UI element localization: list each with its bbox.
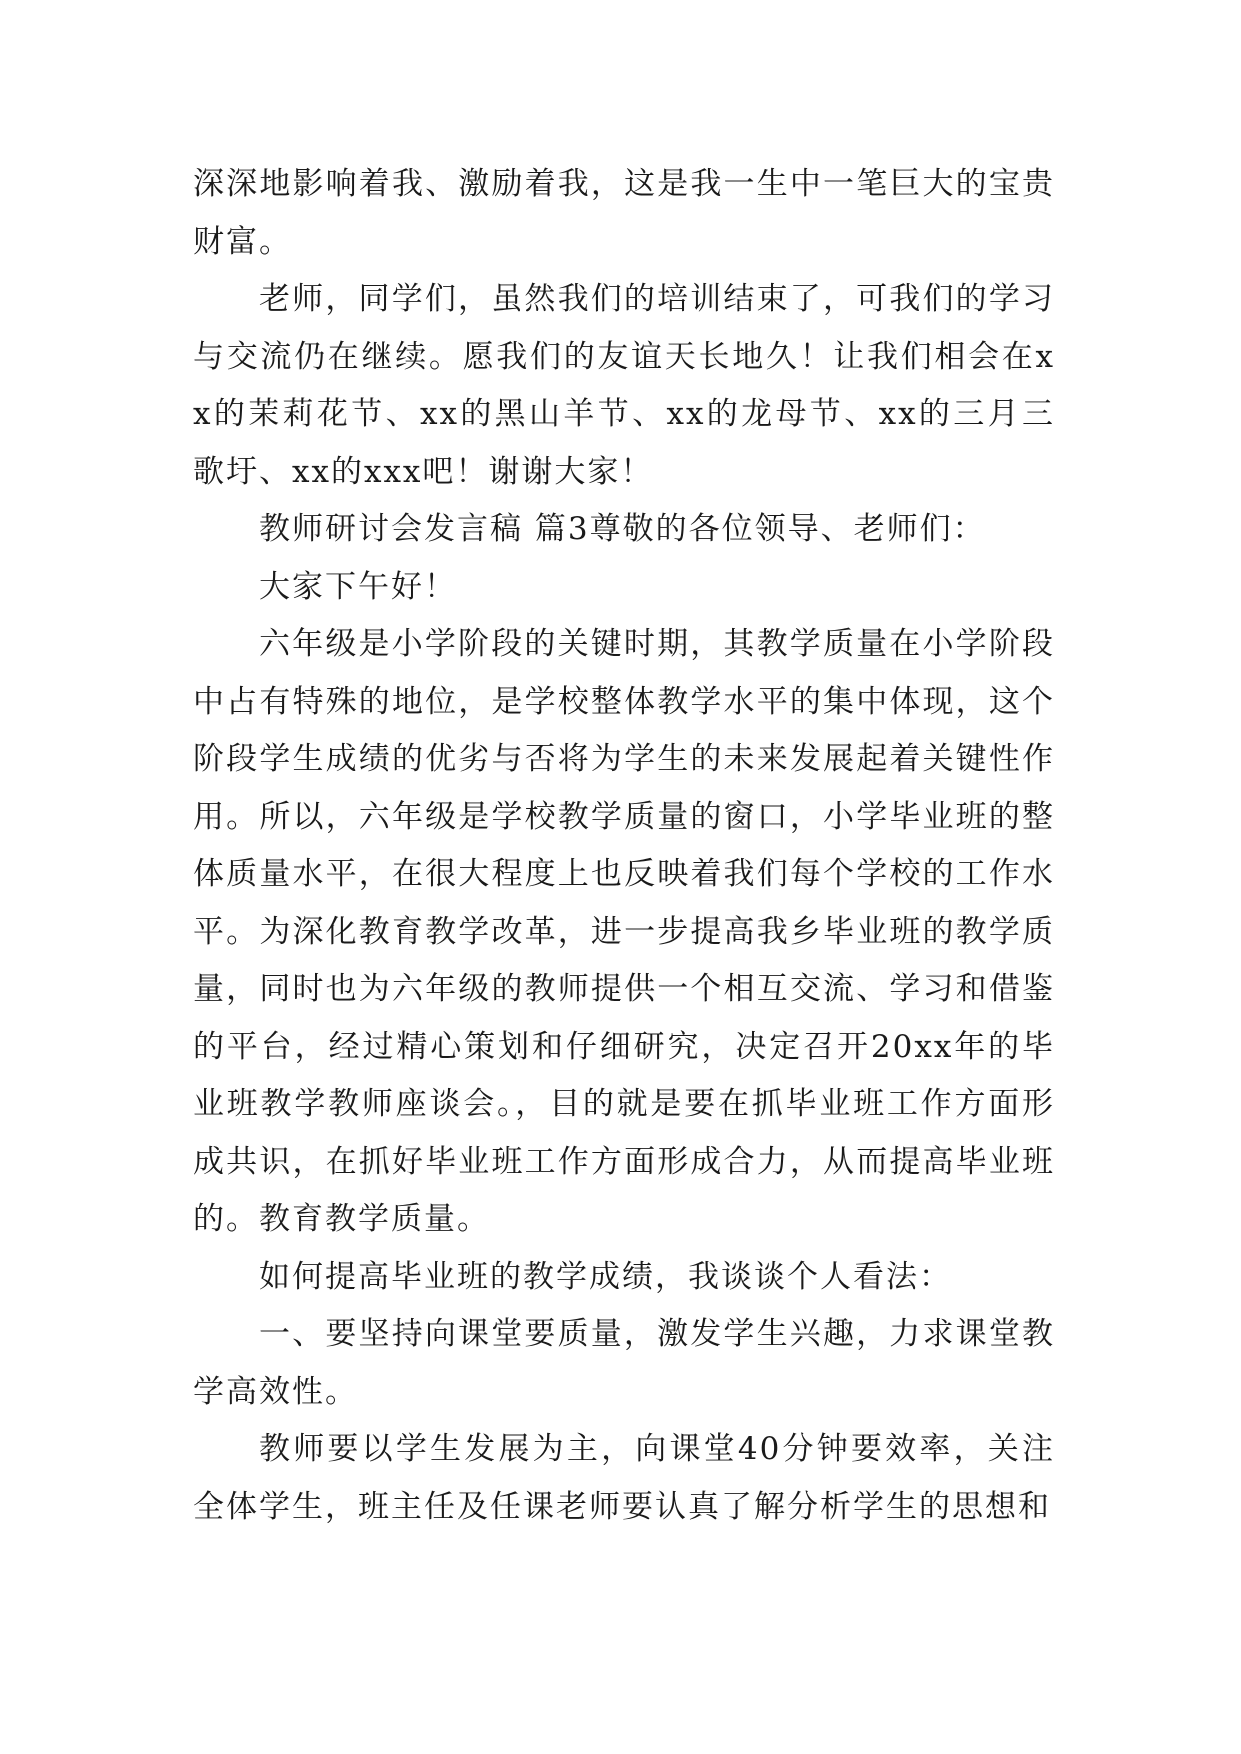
paragraph-5: 六年级是小学阶段的关键时期，其教学质量在小学阶段中占有特殊的地位，是学校整体教学水平的集中体现，这个阶段学生成绩的优劣与否将为学生的未来发展起着关键性作用。所以，六年级是学校教学质量的窗口，小学毕业班的整体质量水平，在很大程度上也反映着我们每个学校的工作水平。为深化教育教学改革，进一步提高我乡毕业班的教学质量，同时也为六年级的教师提供一个相互交流、学习和借鉴的平台，经过精心策划和仔细研究，决定召开20xx年的毕业班教学教师座谈会。，目的就是要在抓毕业班工作方面形成共识，在抓好毕业班工作方面形成合力，从而提高毕业班的。教育教学质量。 [193,626,1055,1237]
paragraph-1: 深深地影响着我、激励着我，这是我一生中一笔巨大的宝贵财富。 [193,166,1055,260]
paragraph-3-heading: 教师研讨会发言稿 篇3尊敬的各位领导、老师们： [259,511,986,547]
body-text [193,156,1055,1536]
paragraph-7: 一、要坚持向课堂要质量，激发学生兴趣，力求课堂教学高效性。 [193,1316,1055,1410]
paragraph-6: 如何提高毕业班的教学成绩，我谈谈个人看法： [259,1258,952,1295]
paragraph-2: 老师，同学们，虽然我们的培训结束了，可我们的学习与交流仍在继续。愿我们的友谊天长地久！让我们相会在xx的茉莉花节、xx的黑山羊节、xx的龙母节、xx的三月三歌圩、xx的xxx吧！谢谢大家！ [193,281,1055,490]
paragraph-8: 教师要以学生发展为主，向课堂40分钟要效率，关注全体学生，班主任及任课老师要认真了解分析学生的思想和 [193,1431,1055,1525]
paragraph-4-greeting: 大家下午好！ [259,568,457,605]
